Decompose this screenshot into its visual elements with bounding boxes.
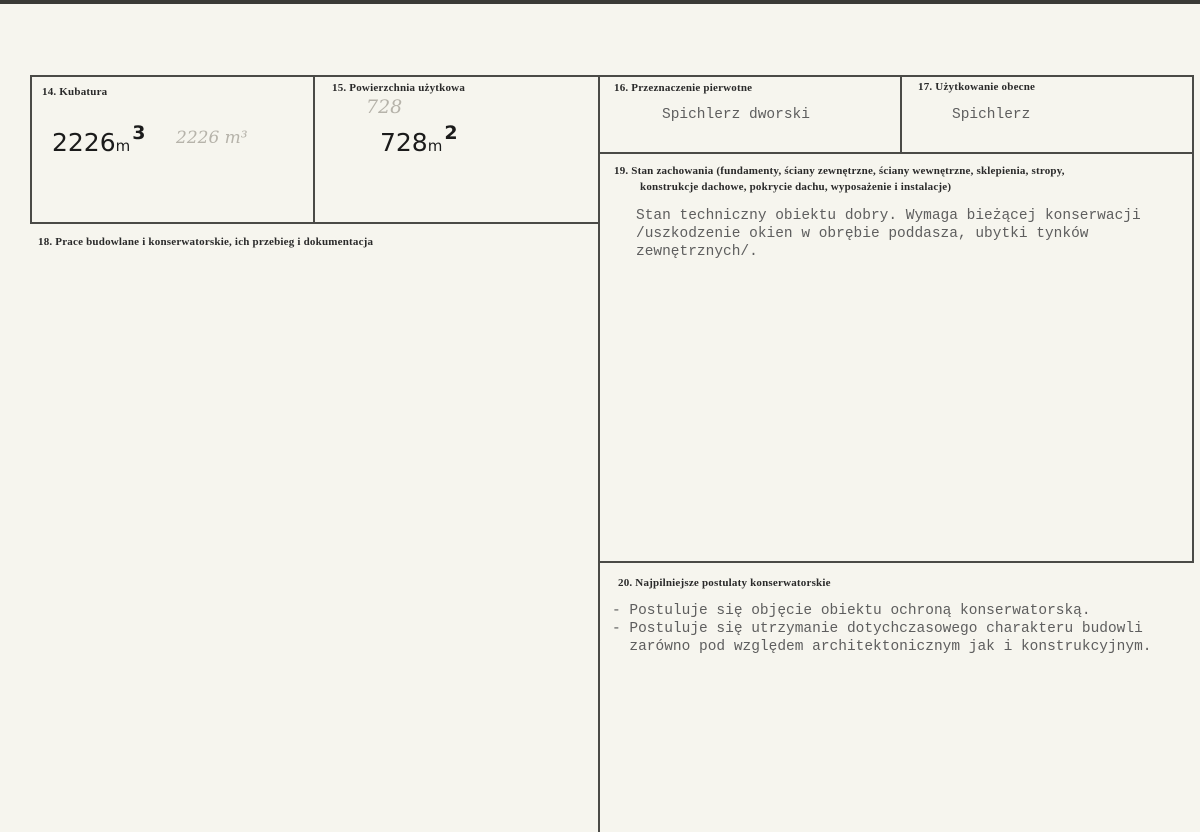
cubature-exponent: 3: [132, 122, 146, 144]
center-divider: [598, 75, 600, 832]
field-17-label: 17. Użytkowanie obecne: [918, 81, 1036, 93]
area-unit: m: [427, 137, 443, 155]
page-top-edge: [0, 0, 1200, 4]
field-16-label: 16. Przeznaczenie pierwotne: [614, 82, 753, 94]
field-14-pencil-note: 2226 m³: [176, 128, 248, 148]
field-19-label-line1: 19. Stan zachowania (fundamenty, ściany zewnętrzne, ściany wewnętrzne, sklepienia, stropy,: [614, 165, 1065, 177]
field-15-pencil-note: 728: [366, 96, 403, 118]
field-19-label-line2: konstrukcje dachowe, pokrycie dachu, wyposażenie i instalacje): [640, 181, 952, 193]
field-15-value: [380, 122, 458, 157]
cubature-number: 2226: [52, 128, 116, 157]
field-14-label: 14. Kubatura: [42, 86, 108, 98]
field-20-text-line1: - Postuluje się objęcie obiektu ochroną konserwatorską.: [612, 603, 1091, 619]
divider-16-17: [900, 75, 902, 154]
cubature-unit: m: [115, 137, 131, 155]
row1-right-bottom-border: [600, 152, 1194, 154]
field-14-value: [52, 122, 146, 157]
field-20-text-line3: zarówno pod względem architektonicznym jak i konstrukcyjnym.: [612, 639, 1152, 655]
area-number: 728: [380, 128, 428, 157]
field-16-value: Spichlerz dworski: [662, 107, 810, 123]
field-19-text-line3: zewnętrznych/.: [636, 244, 758, 260]
field-18-label: 18. Prace budowlane i konserwatorskie, ich przebieg i dokumentacja: [38, 236, 374, 248]
area-exponent: 2: [444, 122, 458, 144]
row1-left-bottom-border: [30, 222, 600, 224]
field-17-value: Spichlerz: [952, 107, 1031, 123]
field-20-label: 20. Najpilniejsze postulaty konserwatorskie: [618, 577, 831, 589]
field-20-text-line2: - Postuluje się utrzymanie dotychczasowego charakteru budowli: [612, 621, 1143, 637]
section20-top-border: [600, 561, 1194, 563]
field-19-text-line1: Stan techniczny obiektu dobry. Wymaga bieżącej konserwacji: [636, 208, 1141, 224]
field-15-label: 15. Powierzchnia użytkowa: [332, 82, 466, 94]
left-border: [30, 75, 32, 224]
field-19-text-line2: /uszkodzenie okien w obrębie poddasza, ubytki tynków: [636, 226, 1089, 242]
row1-top-border: [30, 75, 1194, 77]
right-border: [1192, 75, 1194, 562]
divider-14-15: [313, 75, 315, 224]
